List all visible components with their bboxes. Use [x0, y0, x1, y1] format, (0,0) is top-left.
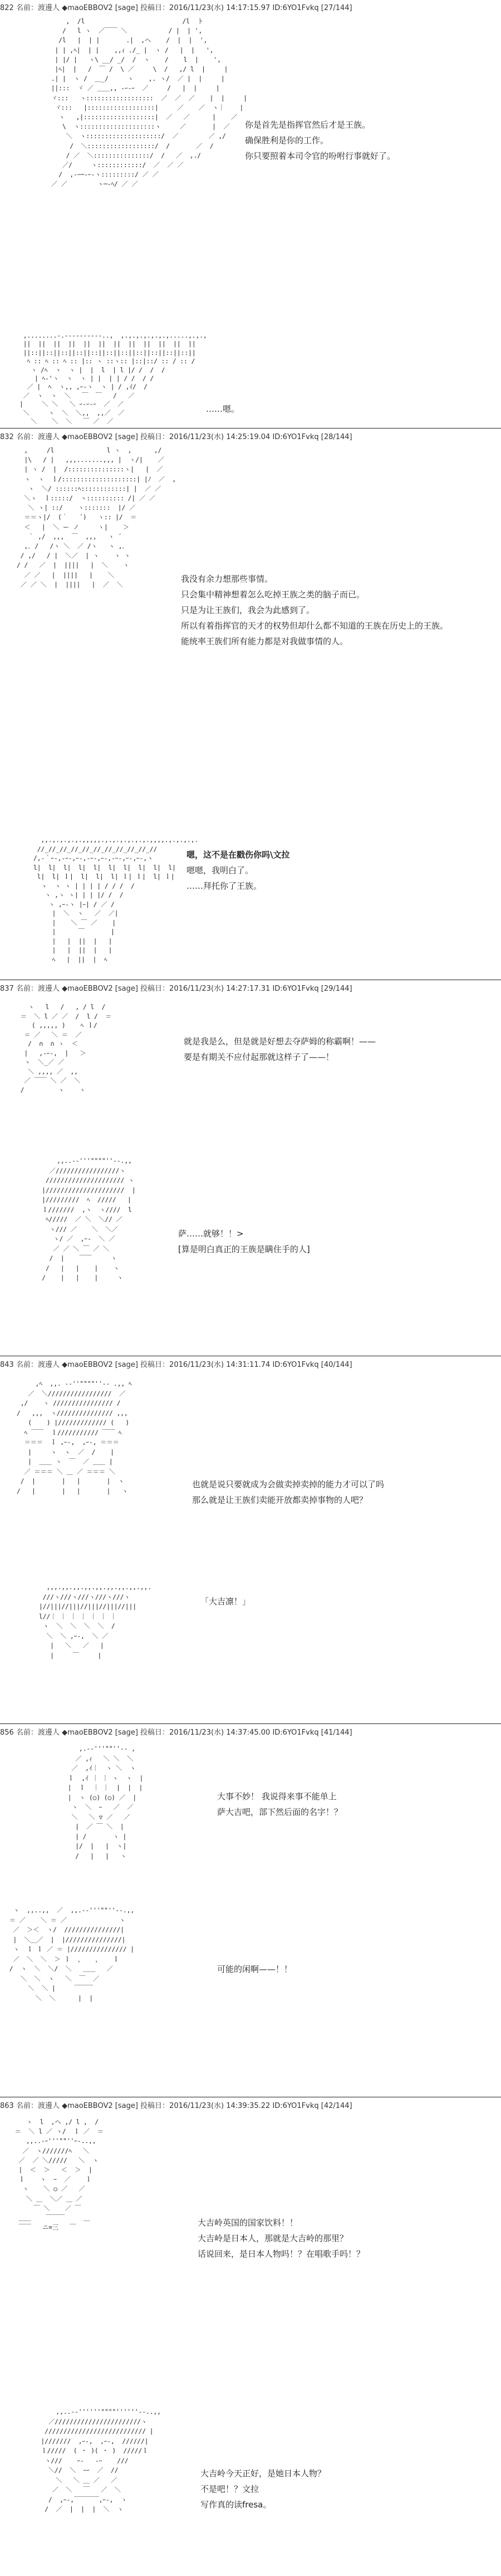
dialogue-block: [200, 2466, 326, 2512]
ascii-art-line: |ﾍ| | / ￣ / \ ／ \ / ,/ l | |: [47, 66, 228, 74]
ascii-art-line: ヽ l / , / l /: [17, 1004, 106, 1011]
ascii-art-line: | | || | |: [33, 937, 112, 945]
ascii-art-line: ヽ ＼ ｰ ／ ／: [64, 1804, 134, 1811]
dialogue-line: ……拜托你了王族。: [186, 881, 262, 891]
ascii-art-line: //_//_//_//_//_//_//_//_//_//_//: [33, 845, 158, 853]
dialogue-line: 只是为让王族们，我会为此感到了。: [181, 605, 315, 615]
ascii-art-line: ／ ＞＜ ヽ/ ///////////////|: [6, 1926, 125, 1934]
dialogue-block: [184, 1034, 376, 1065]
ascii-art-line: ＼ ヽ::::::::::::::::::::/ ／ ／ ,/: [47, 133, 226, 140]
dialogue-line: 「大吉凛！」: [200, 1596, 251, 1606]
ascii-art-line: ＼ ＿ ＼／ ＿ ／: [11, 2195, 82, 2203]
ascii-art-line: ＼// ＼ ｰｰ ／ //: [33, 2467, 119, 2474]
dialogue-line: 大事不妙！ 我说得来事不能单上: [217, 1791, 337, 1801]
ascii-art-line: | ﾍ‐'ヽ ヽ ヽ | | | | / / / /: [19, 375, 154, 383]
dialogue-line: 话说回来，是日本人物吗！？在唱歌手吗！？: [198, 2249, 365, 2259]
ascii-art-line: / | | ヽ: [64, 1852, 127, 1860]
ascii-art-line: l| l| ｌ| l| l| l| ｌ| ｌ| l| ｌ|: [33, 873, 175, 880]
ascii-art-figure: [11, 2117, 104, 2232]
post-header: 822 名前：渡邊人 ◆maoEBBOV2 [sage] 投稿日：2016/11/23(水) 14:17:15.97 ID:6YO1Fvkq [27/144]: [0, 4, 352, 12]
ascii-art-line: ＝ ＼ l ／ ヽ/ ｌ ／ ＝: [11, 2128, 104, 2136]
ascii-art-figure: [47, 17, 247, 189]
ascii-art-line: ヽ/ ／ ,ｰ- ＼ ／: [31, 1235, 115, 1243]
ascii-art-line: ///////////////////// ヽ: [31, 1177, 135, 1184]
dialogue-line: 嗯，这不是在戳伤你吗\文拉: [186, 850, 290, 860]
ascii-art-line: |///////// ﾍ ///// |: [31, 1196, 131, 1204]
dialogue-block: [186, 847, 289, 894]
ascii-art-line: / ,/ / | ＼／ | ヽ ヽ ヽ: [17, 552, 131, 560]
ascii-art-figure: [33, 836, 198, 965]
dialogue-block: [192, 1477, 384, 1508]
ascii-art-line: |/////// ,ｰ-, ,ｰ-, //////|: [33, 2437, 149, 2445]
ascii-art-line: / ∩ ∩ ヽ ＜: [17, 1040, 78, 1048]
ascii-art-line: / ,,, ヽ/////////////// ,,,: [17, 1409, 128, 1417]
ascii-art-line: ヽ ヽ ｌ/::::::::::::::::::::| |ﾉ ／ ,: [17, 475, 176, 483]
post-header: 837 名前：渡邊人 ◆maoEBBOV2 [sage] 投稿日：2016/11/23(水) 14:27:17.31 ID:6YO1Fvkq [29/144]: [0, 985, 352, 993]
ascii-art-figure: [19, 332, 207, 426]
ascii-art-line: l| l| l| l| l| l| l| l| l| l|: [33, 864, 176, 871]
post-header: 863 名前：渡邊人 ◆maoEBBOV2 [sage] 投稿日：2016/11/23(水) 14:39:35.22 ID:6YO1Fvkq [42/144]: [0, 2102, 352, 2110]
ascii-art-line: | ＼ ／ |: [39, 1642, 104, 1649]
ascii-art-line: /////////////////////////// |: [33, 2428, 154, 2435]
ascii-art-line: ヽ ＼/ ::::::ﾍ::::::::::::| | ／ ／: [17, 485, 161, 493]
ascii-art-line: ヽ ｌ ｌ ／ ＝ |/////////////// |: [6, 1946, 135, 1953]
dialogue-line: 只会集中精神想着怎么吃掉王族之类的脑子而已。: [181, 590, 365, 600]
dialogue-block: [178, 1226, 310, 1257]
dialogue-block: [200, 1594, 250, 1609]
ascii-art-line: ＼ ＼ | ￣￣￣: [6, 1985, 93, 1992]
dialogue-block: [245, 117, 395, 164]
ascii-art-line: ＼ ,,,, ／ ,,: [17, 1068, 78, 1075]
ascii-art-figure: [17, 446, 176, 590]
ascii-art-line: | / ヽ |: [64, 1833, 127, 1840]
ascii-art-line: ＼ ＼ ▽ ／ ／: [64, 1813, 130, 1821]
ascii-art-line: ／ ＼ ￣ ／ ＼: [33, 2486, 121, 2494]
ascii-art-line: | ヽ / | /:::::::::::::::ヽ| | ／: [17, 466, 163, 474]
ascii-art-line: / / ／ | |||| | ＼ ヽ: [17, 562, 129, 569]
dialogue-line: 大吉岭今天正好，是她日本人物？: [200, 2468, 326, 2478]
ascii-art-line: \ ヽ::::::::::::::::::::ヽ ／ | ／: [47, 123, 230, 131]
dialogue-line: 萨大吉吧，部下然后面的名字！？: [217, 1807, 343, 1817]
ascii-art-line: ヽ/// ／ ＼ ＼／: [31, 1225, 118, 1233]
ascii-art-line: ｀ ,/ ,,, ￣ ,,, ヽ ´: [17, 533, 122, 540]
ascii-art-line: ,､ / /ヽ ＼ ／ /ヽ ヽ ,､: [17, 543, 126, 551]
dialogue-line: 确保胜利是你的工作。: [245, 135, 329, 145]
post-divider: [0, 1723, 501, 1724]
ascii-art-line: | ,-ｰ-, | ＞: [17, 1049, 86, 1057]
ascii-art-line: ／ ,ｨ ＼ ＼ ＼: [64, 1755, 134, 1762]
ascii-art-line: ／ ,ｲ｜ ヽ ＼ ヽ: [64, 1765, 136, 1772]
ascii-art-line: | ＼ ＼ ＼ ｰ-ｰ-ｰ ／ ／: [19, 401, 124, 408]
ascii-art-line: ヽ l ,ヘ ,/ l , /: [11, 2119, 99, 2126]
ascii-art-line: | | || | |: [33, 947, 112, 954]
ascii-art-line: ,,,.,,.,,.,,.,,.,,.,,.,,.,,.: [39, 1584, 152, 1591]
ascii-art-line: l//｜ ｜ ｜ ｜ ｜ ｜ ｜: [39, 1613, 116, 1620]
dialogue-block: [217, 1789, 342, 1820]
dialogue-line: 你只要照着本司令官的吩咐行事就好了。: [245, 151, 396, 161]
ascii-art-line: |///////////////////// |: [31, 1186, 136, 1194]
ascii-art-figure: [33, 2407, 161, 2515]
dialogue-block: [217, 1961, 292, 1977]
ascii-art-line: ヽ ＼_／ ／: [17, 1059, 65, 1066]
ascii-art-line: ,........-.----------.., ,.,.,.,.,.,.,.....,.,.,: [19, 332, 207, 339]
dialogue-line: 嗯嗯，我明白了。: [186, 865, 254, 875]
ascii-art-line: | ／ ￣ ＼ |: [64, 1823, 124, 1830]
ascii-art-line: | |/ | ヽ\ __/ _/ / ヽ / l | ',: [47, 56, 221, 64]
ascii-art-line: / ＼::::::::::::::::::/ / ／ /: [47, 142, 214, 150]
ascii-art-line: ／ ／ ＼ | |||| | ／ ＼: [17, 581, 123, 588]
ascii-art-line: ヽ ,,..,, ／ ,,.-‐'''""''‐-.,,: [6, 1907, 135, 1914]
dialogue-line: 就是我是么，但是就是好想去夺萨姆的称霸啊！——: [184, 1036, 376, 1046]
post-header: 832 名前：渡邊人 ◆maoEBBOV2 [sage] 投稿日：2016/11/23(水) 14:25:19.04 ID:6YO1Fvkq [28/144]: [0, 433, 352, 441]
ascii-art-line: | ＜ ＞ ＜ ＞ |: [11, 2166, 92, 2174]
ascii-art-line: /l | | | .| ,ヘ / | | ',: [47, 37, 208, 45]
ascii-art-line: ｌ ヽ ｰ ／ ｌ: [11, 2176, 92, 2184]
ascii-art-line: || || || || || || || || || || || ||: [19, 340, 196, 348]
ascii-art-line: ＼ヽ ｌ:::::/ ヽ:::::::::: /| ／ ／: [17, 495, 155, 503]
ascii-art-line: | ￣ |: [33, 928, 115, 936]
ascii-art-line: ／/////////////////ヽ: [31, 1167, 126, 1175]
ascii-art-line: ＼ ＼ ,ｰ-, ＼ ／: [39, 1632, 109, 1640]
ascii-art-line: / | | | ヽ: [31, 1274, 124, 1282]
ascii-art-figure: [6, 1906, 134, 2003]
ascii-art-line: / l ヽ ／￣￣ ＼ / | | ',: [47, 27, 203, 35]
ascii-art-line: ＼ ヽ| ::/ ヽ::::::: |/ ／: [17, 504, 136, 512]
ascii-art-line: / ヽ ヽ: [17, 1086, 86, 1094]
ascii-art-line: ﾍ ￣￣ ｌ/////////// ￣￣ ﾍ: [17, 1429, 122, 1436]
ascii-art-line: ／ ／ | |||| | ＼: [17, 571, 115, 579]
ascii-art-line: ｌ///// ( ・ )( ・ ) /////ｌ: [33, 2447, 149, 2455]
ascii-art-line: ＼ ＼ ヽ ＼ ￣ ／: [6, 1975, 100, 1983]
ascii-art-line: | ヽ (○) (○) ／ |: [64, 1794, 137, 1801]
dialogue-line: 你是首先是指挥官然后才是王族。: [245, 120, 371, 130]
dialogue-line: 不是吧！？文拉: [200, 2484, 259, 2494]
ascii-art-line: | ｌ ｜ ｜ | | |: [64, 1784, 143, 1791]
ascii-art-line: ( ) |///////////// ( ): [17, 1419, 130, 1426]
post-header: 843 名前：渡邊人 ◆maoEBBOV2 [sage] 投稿日：2016/11/23(水) 14:31:11.74 ID:6YO1Fvkq [40/144]: [0, 1361, 352, 1369]
ascii-art-line: ＝＝ヽ|/ (｀ ´) ヽ:: |/ ＝: [17, 514, 137, 522]
ascii-art-line: ヽ ＼ ○ ／ ／: [11, 2185, 85, 2193]
dialogue-block: [206, 401, 239, 417]
ascii-art-line: ,,.,.,.,.,.,,,,,.,.,.,.,.,.,.,,,,.,.,.,.,.: [33, 836, 199, 844]
ascii-art-line: ＝＝＝ ｌ ,ｰ-, ,ｰ-, ＝＝＝: [17, 1439, 119, 1446]
ascii-art-line: ヽ/// ｰ- -ｰ ///: [33, 2457, 129, 2465]
ascii-art-line: ,/ ヽ //////////////// /: [17, 1400, 121, 1407]
ascii-art-line: ヾ::: |::::::::::::::::::| ／ ／ ヽ｜ |: [47, 104, 244, 111]
ascii-art-line: |//|||//|||//|||//|||//|||: [39, 1603, 137, 1610]
ascii-art-line: / ／ ＼:::::::::::::::/ / ／ ,./: [47, 152, 202, 159]
post-header: 856 名前：渡邊人 ◆maoEBBOV2 [sage] 投稿日：2016/11/23(水) 14:37:45.00 ID:6YO1Fvkq [41/144]: [0, 1728, 352, 1737]
ascii-art-line: ( ,,,,, ) ﾍ ｌ/: [17, 1022, 97, 1029]
dialogue-line: 我没有余力想那些事情。: [181, 574, 273, 584]
ascii-art-line: ヽ /ﾍ ヽ ヽ | | l | l |/ / / /: [19, 366, 165, 374]
dialogue-line: 萨……就够！！>: [178, 1229, 244, 1239]
ascii-art-line: ﾍ | || | ﾍ: [33, 956, 107, 963]
ascii-art-line: | ＼ ￣ ／ |: [33, 919, 116, 927]
ascii-art-line: / ,-ｰ─‐ｰ-ヽ:::::::::/ ／ ／: [47, 171, 159, 179]
ascii-art-line: / | | | | ヽ: [17, 1478, 125, 1485]
ascii-art-line: ,.-‐'''""''‐- ,: [64, 1745, 135, 1752]
dialogue-line: 大吉岭是日本人，那就是大吉岭的那里？: [198, 2233, 348, 2243]
ascii-art-line: ／ ＝＝＝ ＼ ＿ ／ ＝＝＝ ＼: [17, 1468, 115, 1476]
ascii-art-line: |/ | | ヽ|: [64, 1843, 127, 1850]
ascii-art-line: .| | ヽ / ＿_/ ヽ ,. ヽ/ ／ | | |: [47, 75, 225, 83]
dialogue-line: 那么就是让王族们卖能开放都卖掉事物的人吧？: [192, 1495, 368, 1505]
ascii-art-line: ／ ／ ＼ ￣ ／ ＼: [31, 1245, 110, 1253]
ascii-art-line: ＝ ／ ＼ ＝ ／: [17, 1031, 82, 1039]
dialogue-line: ……嗯。: [206, 404, 240, 414]
ascii-art-line: ﾍ :: ﾍ :: ﾍ :: |:: ヽ ::ヽ:: |::|::/ :: / :: /: [19, 358, 195, 366]
ascii-art-line: | ＼＿／ | |///////////////|: [6, 1936, 126, 1944]
dialogue-line: [算是明白真正的王族是瞒住手的人]: [178, 1244, 310, 1254]
ascii-art-line: / | | | | ヽ: [17, 1487, 128, 1495]
dialogue-line: 所以有着指挥官的天才的权势但却什么都不知道的王族在历史上的王族。: [181, 621, 449, 631]
ascii-art-line: / ,ｰ-,￣￣￣￣,ｰ-, ヽ: [33, 2496, 127, 2504]
ascii-art-line: |\ / | ,,,.......,,, | ヽ/| ／: [17, 456, 164, 464]
dialogue-block: [198, 2215, 365, 2262]
ascii-art-line: ||::||::||::||::||::||::||::||::||::||::||::||: [19, 349, 196, 357]
ascii-art-line: ｌ/////// ,ヽ ヽ//// l: [31, 1206, 132, 1214]
dialogue-line: 要是有期关不应付起那就这样子了——！: [184, 1052, 335, 1062]
ascii-art-line: ／ ／ ＼///// ＼ ヽ: [11, 2156, 99, 2164]
ascii-art-line: ／ ヽ ヽ ＼ ￣ ￣ / ／: [19, 392, 135, 400]
ascii-art-line: ＼ ＼ ＼ ￣ ／ ／: [19, 418, 114, 426]
ascii-art-line: | ＼ ヽ ／ ／|: [33, 910, 119, 917]
ascii-art-line: ヽ ,ヽ ヽ| | | |/ / /: [33, 892, 124, 899]
dialogue-line: 写作真的读fresa。: [200, 2500, 272, 2510]
ascii-art-line: ,,..-ｰ'''""''ｰ-..,,: [11, 2137, 96, 2145]
ascii-art-line: ／/ ヽ::::::::::::/ ／ ／ ／: [47, 162, 184, 169]
dialogue-line: 可能的闲啊——！！: [217, 1964, 293, 1974]
ascii-art-line: ／ ￣￣ ＼ ／ ＼: [17, 1077, 81, 1084]
ascii-art-line: ,ﾍ ,,. -‐''""""''‐- .,, ﾍ: [17, 1380, 132, 1387]
ascii-art-line: ／ ／ ヽ─‐ﾍ/ ／ ／: [47, 181, 138, 188]
ascii-art-line: , /l /l ト: [47, 18, 204, 25]
ascii-art-figure: [17, 1379, 132, 1496]
ascii-art-line: ／ ＼///////////////// ／: [17, 1390, 126, 1397]
ascii-art-line: ///ヽ///ヽ///ヽ///ヽ///ヽ: [39, 1593, 130, 1601]
ascii-art-line: | ￣ |: [39, 1652, 102, 1659]
ascii-art-line: ￣ ＼ ／ ￣: [11, 2204, 81, 2212]
ascii-art-line: ／///////////////////////ヽ: [33, 2418, 148, 2426]
ascii-art-figure: [17, 1003, 111, 1095]
dialogue-line: 也就是说只要就成为会做卖掉卖掉的能力才可以了吗: [192, 1479, 385, 1489]
ascii-art-line: / | | | ヽ: [31, 1264, 120, 1272]
ascii-art-line: ヽ ヽ ヽ | | | | / / / /: [33, 882, 135, 890]
ascii-art-line: ＝ ＼ l ／ ／ / l / ＝: [17, 1012, 112, 1020]
ascii-art-line: ヽ ,|:::::::::::::::::::| ／ ／ | ／: [47, 114, 238, 121]
ascii-art-line: ／ ヽ///////ﾍ ＼: [11, 2147, 90, 2155]
ascii-art-line: | | ,ﾍ| | | ,,ｨ ./_ | ヽ / | | ',: [47, 46, 214, 54]
dialogue-line: 大吉岭英国的国家饮料！！: [198, 2218, 298, 2228]
ascii-art-line: /,-｀ｰ-,-ｰ-,ｰ-,-ｰ-,ｰ-,-ｰ-,ｰ-,ｰ-,ヽ: [33, 855, 154, 862]
ascii-art-line: / | ￣￣ ヽ: [31, 1255, 117, 1262]
ascii-art-line: | ヽ ヽ ／ / |: [17, 1448, 115, 1456]
ascii-art-line: / ヽ ＼ ＼/ ＼ ＿＿ ／: [6, 1965, 113, 1973]
ascii-art-line: ＼ ヽ ＼ ＼,, ,,／ ／: [19, 409, 125, 417]
ascii-art-line: ／ ＼ ＼ ＞ ｌ ， ， ｌ: [6, 1955, 120, 1963]
ascii-art-line: ｌ ,ｲ ｜ ｜ ヽ ヽ |: [64, 1774, 144, 1782]
ascii-art-line: | ＿＿ ヽ ￣ ／ ＿＿ |: [17, 1458, 113, 1465]
ascii-art-line: ヾ::: ヽ:::::::::::::::::: ／ ／ ／ | | |: [47, 94, 248, 102]
ascii-art-figure: [31, 1156, 136, 1283]
ascii-art-line: ﾍ///// ／ ＼ ＼// ／: [31, 1216, 122, 1223]
ascii-art-line: ヽ ,ｰ-ヽ |ｰ| / ／ /: [33, 900, 115, 908]
ascii-art-line: ￣￣ ニ=三 ￣: [11, 2224, 76, 2232]
ascii-art-line: ,,..-‐'''""""''‐-.,,: [31, 1157, 132, 1165]
ascii-art-line: / ／ | | | ＼ ヽ: [33, 2506, 124, 2513]
ascii-art-line: ／ | ﾍ ヽ,, ,ｰ-ヽ ヽ | / ,ｲ/ /: [19, 383, 148, 391]
ascii-art-line: ヽ ＼ ＼ ＼ ＼ /: [39, 1623, 115, 1630]
ascii-art-figure: [39, 1582, 151, 1660]
ascii-art-line: ＼ ＼ | |: [6, 1994, 94, 2002]
ascii-art-line: ,,..-‐''''''""""''''''‐-..,,: [33, 2408, 161, 2416]
ascii-art-line: ＼ ＼ ＿ ／ ／: [33, 2476, 117, 2484]
dialogue-block: [181, 571, 448, 649]
ascii-art-line: ＝ ／ ＼ ＝ ／ ヽ: [6, 1916, 126, 1924]
ascii-art-line: , /l l ヽ , ,/: [17, 447, 162, 454]
ascii-art-figure: [64, 1744, 143, 1861]
ascii-art-line: ＜ | ＼ ー ノ ヽ| ＞: [17, 523, 129, 531]
ascii-art-line: ＿＿ ￣￣￣ ＿: [11, 2214, 90, 2222]
dialogue-line: 能统率王族们所有能力都是对我做事情的人。: [181, 636, 348, 646]
ascii-art-line: ||::: ヾ ／ ＿＿,, -ｰ-ｰ ／ / | | |: [47, 85, 220, 92]
